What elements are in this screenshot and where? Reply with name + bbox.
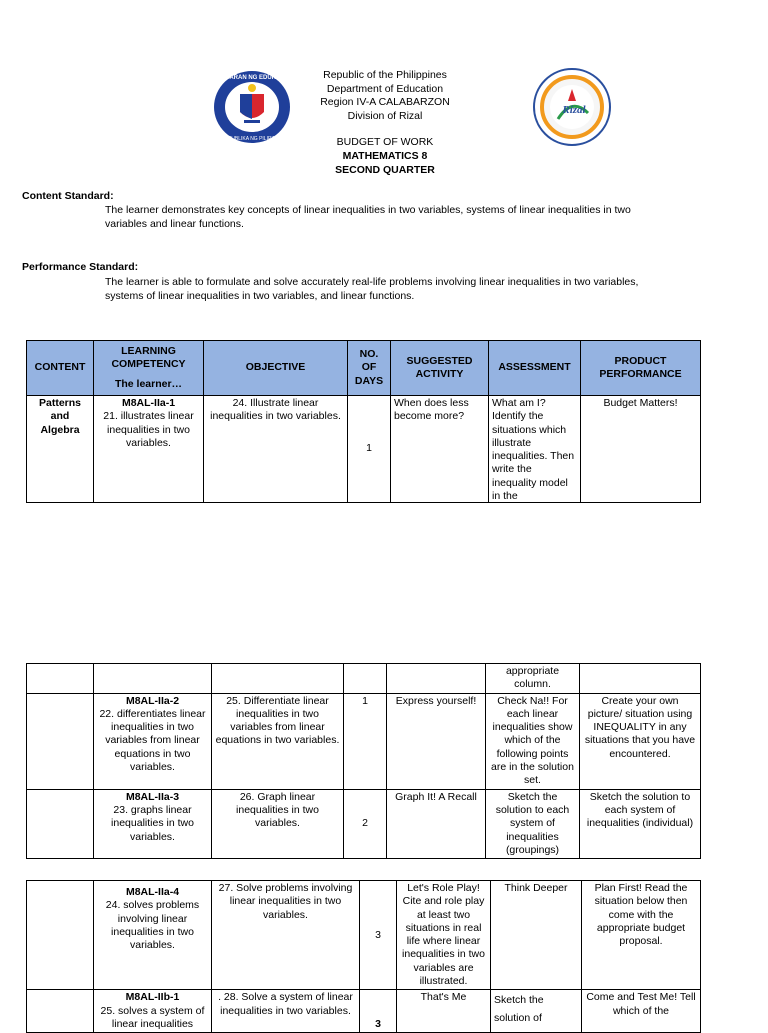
content-standard-line-1: The learner demonstrates key concepts of linear inequalities in two variables, systems of linear inequalities in two: [105, 204, 631, 216]
competency-code: M8AL-IIa-1: [121, 397, 176, 409]
product-cell: Sketch the solution to each system of inequalities (individual): [580, 789, 701, 858]
competency-text: 25. solves a system of linear inequalities: [100, 1004, 205, 1030]
assessment-cell: Sketch the solution to each system of inequalities (groupings): [486, 789, 580, 858]
objective-cell: [212, 664, 344, 694]
deped-seal-logo: [210, 68, 294, 146]
activity-cell: Graph It! A Recall: [387, 789, 486, 858]
product-cell: Come and Test Me! Tell which of the: [582, 990, 701, 1033]
competency-code: M8AL-IIa-2: [125, 694, 180, 707]
content-line-3: Algebra: [40, 423, 80, 436]
header-activity-line-1: SUGGESTED: [406, 354, 473, 367]
svg-text:KAGAWARAN NG EDUKASYON: KAGAWARAN NG EDUKASYON: [210, 75, 294, 81]
table-row: [27, 789, 701, 858]
header-learning-competency: [94, 341, 204, 396]
days-cell: [344, 664, 387, 694]
days-cell: 1: [344, 693, 387, 789]
days-cell: 2: [344, 789, 387, 858]
table-row: [27, 693, 701, 789]
performance-standard-label: Performance Standard:: [22, 261, 139, 273]
competency-cell: [94, 789, 212, 858]
header-competency-line-3: The learner…: [114, 378, 183, 391]
header-no-of-days: [348, 341, 391, 396]
objective-cell: 26. Graph linear inequalities in two variables.: [212, 789, 344, 858]
content-cell: [27, 881, 94, 990]
product-cell: Create your own picture/ situation using INEQUALITY in any situations that you have encountered.: [580, 693, 701, 789]
assessment-cell: Sketch the solution of: [491, 990, 582, 1033]
content-cell: [27, 990, 94, 1033]
assessment-text: What am I? Identify the situations which illustrate inequalities. Then write the inequality model in the: [492, 397, 575, 501]
header-line-division: Division of Rizal: [347, 109, 423, 122]
header-days-line-3: DAYS: [354, 374, 384, 387]
svg-text:Rizal: Rizal: [562, 104, 586, 116]
content-cell: [27, 693, 94, 789]
activity-cell: [387, 664, 486, 694]
competency-text: 22. differentiates linear inequalities in two variables from linear equations in two variables.: [99, 707, 206, 774]
competency-code: M8AL-IIa-3: [125, 790, 180, 803]
days-cell: 3: [360, 881, 397, 990]
assessment-cell: appropriate column.: [486, 664, 580, 694]
days-cell: 3: [360, 990, 397, 1033]
budget-table-part-1: [26, 340, 701, 503]
table-row: [27, 990, 701, 1033]
objective-cell: . 28. Solve a system of linear inequalities in two variables.: [212, 990, 360, 1033]
content-cell: [27, 396, 94, 503]
division-of-rizal-logo: [530, 67, 614, 147]
competency-cell: [94, 396, 204, 503]
activity-cell: Let's Role Play! Cite and role play at least two situations in real life where linear inequalities in two variables are illustrated.: [397, 881, 491, 990]
header-content: CONTENT: [27, 341, 94, 396]
content-standard-text: [105, 203, 755, 231]
competency-cell: [94, 881, 212, 990]
competency-text: 23. graphs linear inequalities in two variables.: [111, 803, 194, 843]
header-days-line-1: NO.: [359, 348, 379, 361]
subject-title: MATHEMATICS 8: [342, 149, 428, 162]
header-competency-line-1: LEARNING: [121, 344, 176, 357]
performance-standard-line-2: systems of linear inequalities in two variables, and linear functions.: [105, 290, 415, 302]
content-line-2: and: [50, 410, 70, 423]
product-cell: [580, 664, 701, 694]
assessment-cell: [489, 396, 581, 503]
performance-standard-text: [105, 275, 755, 303]
quarter-title: SECOND QUARTER: [335, 163, 435, 176]
content-standard-label: Content Standard:: [22, 190, 114, 202]
activity-cell: That's Me: [397, 990, 491, 1033]
header-line-department: Department of Education: [326, 82, 444, 95]
activity-cell: When does less become more?: [391, 396, 489, 503]
header-line-republic: Republic of the Philippines: [323, 69, 447, 81]
competency-code: M8AL-IIa-4: [125, 886, 180, 898]
objective-cell: 25. Differentiate linear inequalities in two variables from linear equations in two variables.: [212, 693, 344, 789]
table-row: [27, 881, 701, 990]
competency-text: 21. illustrates linear inequalities in two variables.: [103, 410, 194, 449]
competency-cell: [94, 693, 212, 789]
header-assessment: ASSESSMENT: [489, 341, 581, 396]
header-product-performance: [581, 341, 701, 396]
header-product-line-2: PERFORMANCE: [599, 368, 682, 380]
header-days-line-2: OF: [361, 361, 377, 374]
competency-text: 24. solves problems involving linear inequalities in two variables.: [105, 899, 200, 952]
content-line-1: Patterns: [38, 397, 81, 409]
table-header-row: [27, 341, 701, 396]
budget-table-part-3: [26, 880, 701, 1033]
activity-cell: Express yourself!: [387, 693, 486, 789]
header-product-line-1: PRODUCT: [614, 354, 667, 367]
budget-table-part-2: [26, 663, 701, 859]
content-cell: [27, 664, 94, 694]
product-cell: Budget Matters!: [581, 396, 701, 503]
table-row: [27, 396, 701, 503]
document-header: [300, 69, 470, 177]
content-standard-line-2: variables and linear functions.: [105, 218, 244, 230]
objective-cell: 27. Solve problems involving linear inequalities in two variables.: [212, 881, 360, 990]
assessment-cell: Check Na!! For each linear inequalities show which of the following points are in the solution set.: [486, 693, 580, 789]
header-line-region: Region IV-A CALABARZON: [320, 96, 450, 109]
header-competency-line-2: COMPETENCY: [111, 357, 186, 370]
objective-cell: 24. Illustrate linear inequalities in two variables.: [204, 396, 348, 503]
svg-text:REPUBLIKA NG PILIPINAS: REPUBLIKA NG PILIPINAS: [221, 136, 283, 142]
header-objective: OBJECTIVE: [204, 341, 348, 396]
product-cell: Plan First! Read the situation below then come with the appropriate budget proposal.: [582, 881, 701, 990]
competency-cell: [94, 990, 212, 1033]
competency-cell: [94, 664, 212, 694]
competency-code: M8AL-IIb-1: [125, 991, 180, 1004]
header-suggested-activity: [391, 341, 489, 396]
performance-standard-line-1: The learner is able to formulate and solve accurately real-life problems involving linear inequalities in two variables,: [105, 276, 639, 288]
assessment-cell: Think Deeper: [491, 881, 582, 990]
table-row: [27, 664, 701, 694]
content-cell: [27, 789, 94, 858]
days-cell: 1: [348, 396, 391, 503]
doc-title: BUDGET OF WORK: [336, 136, 434, 149]
header-activity-line-2: ACTIVITY: [415, 368, 464, 380]
